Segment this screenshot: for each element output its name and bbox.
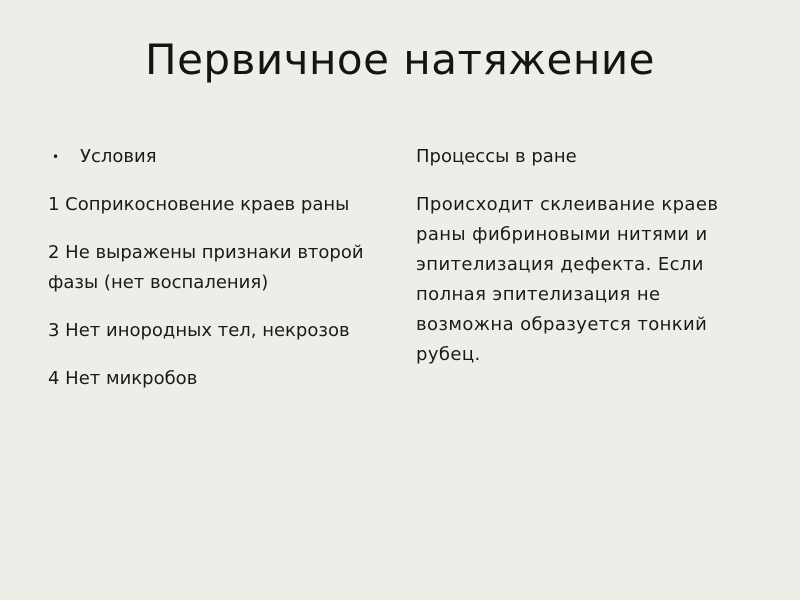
condition-item: 4 Нет микробов xyxy=(48,368,198,389)
bullet-icon: • xyxy=(52,150,60,164)
slide-title: Первичное натяжение xyxy=(145,35,655,84)
processes-column xyxy=(416,142,746,370)
conditions-column xyxy=(48,142,368,412)
processes-heading: Процессы в ране xyxy=(416,146,577,167)
condition-item: 2 Не выражены признаки второй фазы (нет воспаления) xyxy=(48,242,364,293)
conditions-heading xyxy=(48,142,368,172)
condition-item: 1 Соприкосновение краев раны xyxy=(48,194,350,215)
conditions-heading-label: Условия xyxy=(80,146,157,167)
condition-item: 3 Нет инородных тел, некрозов xyxy=(48,320,350,341)
processes-paragraph: Происходит склеивание краев раны фибриновыми нитями и эпителизация дефекта. Если полная эпителизация не возможна образуется тонкий рубец. xyxy=(416,194,719,365)
